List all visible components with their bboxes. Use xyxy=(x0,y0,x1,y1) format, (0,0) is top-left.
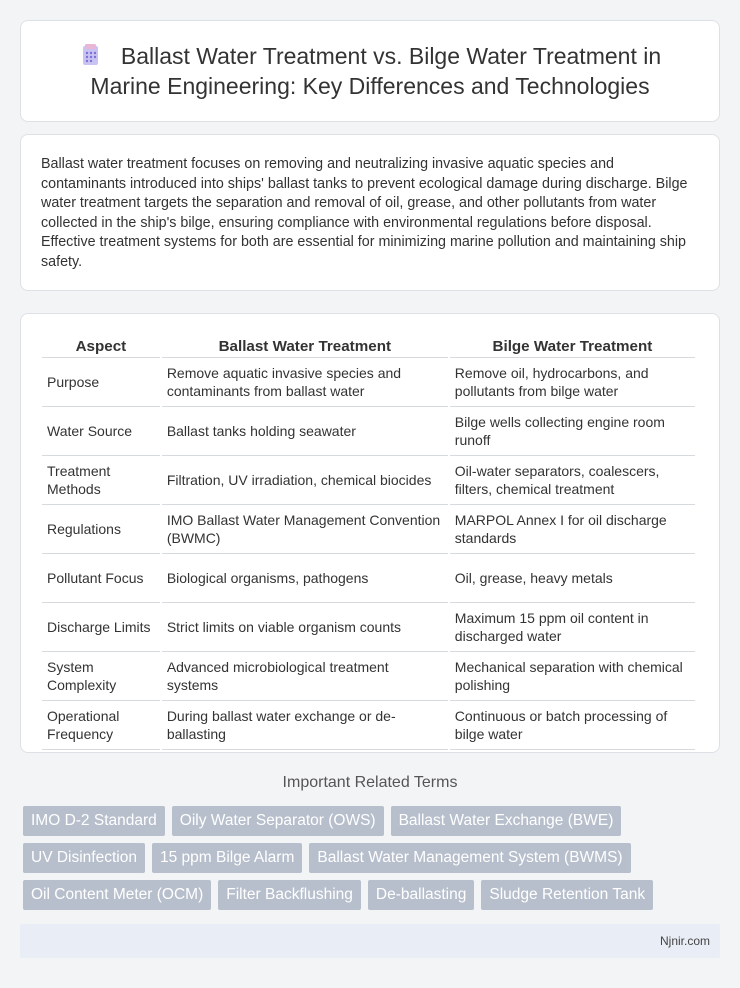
tag-ballast-water-exchange[interactable]: Ballast Water Exchange (BWE) xyxy=(391,806,622,836)
comparison-table xyxy=(40,334,697,750)
header-aspect: Aspect xyxy=(42,334,160,358)
table-row xyxy=(42,652,695,701)
ballast-cell: Filtration, UV irradiation, chemical biocides xyxy=(162,456,448,505)
table-row xyxy=(42,358,695,407)
related-terms-tags xyxy=(23,806,723,917)
tag-15-ppm-bilge-alarm[interactable]: 15 ppm Bilge Alarm xyxy=(152,843,302,873)
document-icon xyxy=(79,43,103,67)
table-row xyxy=(42,554,695,603)
page-title-text: Ballast Water Treatment vs. Bilge Water Treatment in Marine Engineering: Key Differences and Technologies xyxy=(90,43,662,99)
tag-row xyxy=(23,843,723,873)
tag-sludge-retention-tank[interactable]: Sludge Retention Tank xyxy=(481,880,653,910)
aspect-cell: Pollutant Focus xyxy=(42,554,160,603)
table-row xyxy=(42,456,695,505)
ballast-cell: Advanced microbiological treatment systems xyxy=(162,652,448,701)
intro-card xyxy=(20,134,720,291)
bilge-cell: Continuous or batch processing of bilge water xyxy=(450,701,695,750)
tag-oil-content-meter[interactable]: Oil Content Meter (OCM) xyxy=(23,880,211,910)
comparison-table-card xyxy=(20,313,720,753)
ballast-cell: Remove aquatic invasive species and contaminants from ballast water xyxy=(162,358,448,407)
bilge-cell: Maximum 15 ppm oil content in discharged water xyxy=(450,603,695,652)
bilge-cell: Bilge wells collecting engine room runoff xyxy=(450,407,695,456)
aspect-cell: Regulations xyxy=(42,505,160,554)
bilge-cell: Oil-water separators, coalescers, filters, chemical treatment xyxy=(450,456,695,505)
aspect-cell: Water Source xyxy=(42,407,160,456)
aspect-cell: Treatment Methods xyxy=(42,456,160,505)
tag-uv-disinfection[interactable]: UV Disinfection xyxy=(23,843,145,873)
header-ballast: Ballast Water Treatment xyxy=(162,334,448,358)
table-header-row xyxy=(42,334,695,358)
tag-filter-backflushing[interactable]: Filter Backflushing xyxy=(218,880,361,910)
ballast-cell: IMO Ballast Water Management Convention (BWMC) xyxy=(162,505,448,554)
bilge-cell: Mechanical separation with chemical polishing xyxy=(450,652,695,701)
tag-oily-water-separator[interactable]: Oily Water Separator (OWS) xyxy=(172,806,384,836)
footer-site-link[interactable]: Njnir.com xyxy=(659,934,710,948)
bilge-cell: MARPOL Annex I for oil discharge standards xyxy=(450,505,695,554)
table-row xyxy=(42,407,695,456)
aspect-cell: System Complexity xyxy=(42,652,160,701)
tag-ballast-water-management-system[interactable]: Ballast Water Management System (BWMS) xyxy=(309,843,630,873)
bilge-cell: Remove oil, hydrocarbons, and pollutants from bilge water xyxy=(450,358,695,407)
bilge-cell: Oil, grease, heavy metals xyxy=(450,554,695,603)
page-title xyxy=(50,41,690,101)
aspect-cell: Purpose xyxy=(42,358,160,407)
tag-row xyxy=(23,880,723,910)
table-row xyxy=(42,701,695,750)
ballast-cell: Biological organisms, pathogens xyxy=(162,554,448,603)
related-terms-title: Important Related Terms xyxy=(282,774,458,791)
title-card xyxy=(20,20,720,122)
ballast-cell: Ballast tanks holding seawater xyxy=(162,407,448,456)
tag-imo-d2-standard[interactable]: IMO D-2 Standard xyxy=(23,806,165,836)
table-row xyxy=(42,505,695,554)
intro-paragraph: Ballast water treatment focuses on removing and neutralizing invasive aquatic species and contaminants introduced into ships' ballast tanks to prevent ecological damage during discharge. Bilge water treatment targets the separation and removal of oil, grease, and other pollutants from water collected in the ship's bilge, ensuring compliance with environmental regulations before disposal. Effective treatment systems for both are essential for minimizing marine pollution and maintaining ship safety. xyxy=(41,156,688,270)
tag-de-ballasting[interactable]: De-ballasting xyxy=(368,880,474,910)
ballast-cell: Strict limits on viable organism counts xyxy=(162,603,448,652)
table-row xyxy=(42,603,695,652)
ballast-cell: During ballast water exchange or de-ballasting xyxy=(162,701,448,750)
tag-row xyxy=(23,806,723,836)
header-bilge: Bilge Water Treatment xyxy=(450,334,695,358)
footer xyxy=(20,924,720,958)
aspect-cell: Discharge Limits xyxy=(42,603,160,652)
aspect-cell: Operational Frequency xyxy=(42,701,160,750)
